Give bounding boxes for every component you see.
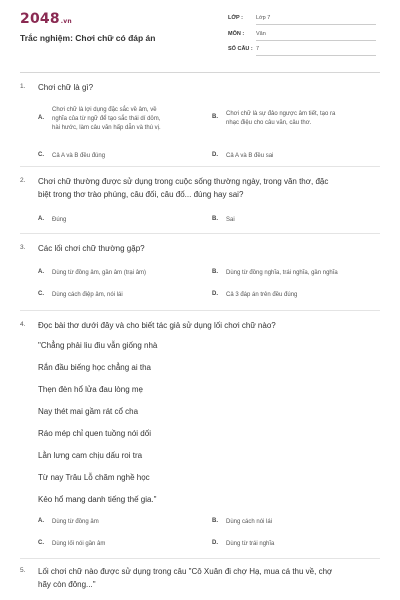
option-b[interactable] [212,110,382,132]
meta-count [228,46,378,57]
poem-line: Ráo mép chỉ quen tuồng nói dối [38,429,151,438]
option-text: Dùng lối nói gần âm [52,541,106,547]
option-text: Sai [226,217,235,223]
poem-line: Từ nay Trâu Lỗ chăm nghề học [38,473,150,482]
option-a[interactable] [38,269,208,279]
question-text: Các lối chơi chữ thường gặp? [38,244,145,253]
option-b[interactable] [212,216,382,226]
question-5 [20,566,380,598]
option-b[interactable] [212,518,382,528]
poem-line: Nay thét mai gầm rát cổ cha [38,407,139,416]
question-number: 2. [20,177,26,184]
question-text: Chơi chữ là gì? [38,83,94,92]
question-divider [20,166,380,167]
option-letter: A. [38,115,44,121]
option-letter: B. [212,269,218,275]
question-number: 3. [20,244,26,251]
option-letter: D. [212,540,218,546]
option-letter: C. [38,540,44,546]
option-text: Dùng cách điệp âm, nói lái [52,292,123,298]
option-text: Cả A và B đều sai [226,153,274,159]
poem-line: Kẻo hổ mang danh tiếng thế gia." [38,495,157,504]
option-d[interactable] [212,152,382,162]
option-letter: D. [212,291,218,297]
poem-line: Thẹn đèn hổ lửa đau lòng mẹ [38,385,143,394]
option-d[interactable] [212,540,382,550]
poem-line: Lằn lưng cam chịu dấu roi tra [38,451,143,460]
option-letter: B. [212,114,218,120]
question-text: Đọc bài thơ dưới đây và cho biết tác giả sử dụng lối chơi chữ nào? [38,321,276,330]
poem-line: Rắn đầu biếng học chẳng ai tha [38,363,151,372]
option-text: Đúng [52,217,67,223]
option-text: Dùng cách nói lái [226,519,273,525]
logo-suffix: .vn [60,18,72,25]
page-title: Trắc nghiệm: Chơi chữ có đáp án [20,33,156,43]
question-divider [20,233,380,234]
option-text: Dùng từ đồng nghĩa, trái nghĩa, gần nghĩa [226,270,338,276]
option-text: Dùng từ đồng âm [52,519,99,525]
question-divider [20,310,380,311]
question-divider [20,558,380,559]
header-divider [20,72,380,73]
option-a[interactable] [38,518,208,528]
question-number: 4. [20,321,26,328]
option-c[interactable] [38,152,208,162]
question-3 [20,243,380,308]
meta-label: SỐ CÂU : [228,46,253,52]
question-text: Chơi chữ thường được sử dụng trong cuộc sống thường ngày, trong văn thơ, đặc [38,177,329,186]
option-text: Cả 3 đáp án trên đều đúng [226,292,298,298]
option-d[interactable] [212,291,382,301]
meta-label: LỚP : [228,15,243,21]
option-b[interactable] [212,269,382,279]
question-number: 1. [20,83,26,90]
question-2 [20,176,380,236]
option-letter: A. [38,518,44,524]
option-text: nhạc điệu cho câu văn, câu thơ. [226,120,312,126]
site-logo[interactable] [20,11,72,27]
option-text: Dùng từ trái nghĩa [226,541,275,547]
question-text: Lối chơi chữ nào được sử dụng trong câu "Cô Xuân đi chợ Hạ, mua cá thu về, chợ [38,567,333,576]
meta-value: 7 [256,46,376,56]
meta-subject [228,31,378,42]
option-text: Chơi chữ là sự đảo ngược âm tiết, tạo ra [226,111,336,117]
option-text: Dùng từ đồng âm, gần âm (trại âm) [52,270,147,276]
option-a[interactable] [38,216,208,226]
option-letter: A. [38,269,44,275]
question-number: 5. [20,567,26,574]
option-letter: B. [212,216,218,222]
option-text: Cả A và B đều đúng [52,153,106,159]
question-4 [20,320,380,555]
option-text: Chơi chữ là lợi dụng đặc sắc về âm, về [52,107,157,113]
option-c[interactable] [38,540,208,550]
option-letter: A. [38,216,44,222]
option-a[interactable] [38,106,213,136]
option-text: hài hước, làm câu văn hấp dẫn và thú vị. [52,125,161,131]
document-header [0,0,400,72]
question-text: biệt trong thơ trào phúng, câu đối, câu đố... đúng hay sai? [38,190,244,199]
question-1 [20,82,380,172]
option-letter: D. [212,152,218,158]
option-letter: B. [212,518,218,524]
meta-class [228,15,378,26]
logo-main: 2048 [20,11,60,27]
meta-value: Văn [256,31,376,41]
meta-value: Lớp 7 [256,15,376,25]
option-letter: C. [38,291,44,297]
question-text: hãy còn đông..." [38,580,96,589]
option-text: nghĩa của từ ngữ để tạo sắc thái dí dỏm, [52,116,161,122]
meta-label: MÔN : [228,31,245,37]
option-c[interactable] [38,291,208,301]
option-letter: C. [38,152,44,158]
poem-line: "Chẳng phải liu điu vẫn giống nhà [38,341,158,350]
